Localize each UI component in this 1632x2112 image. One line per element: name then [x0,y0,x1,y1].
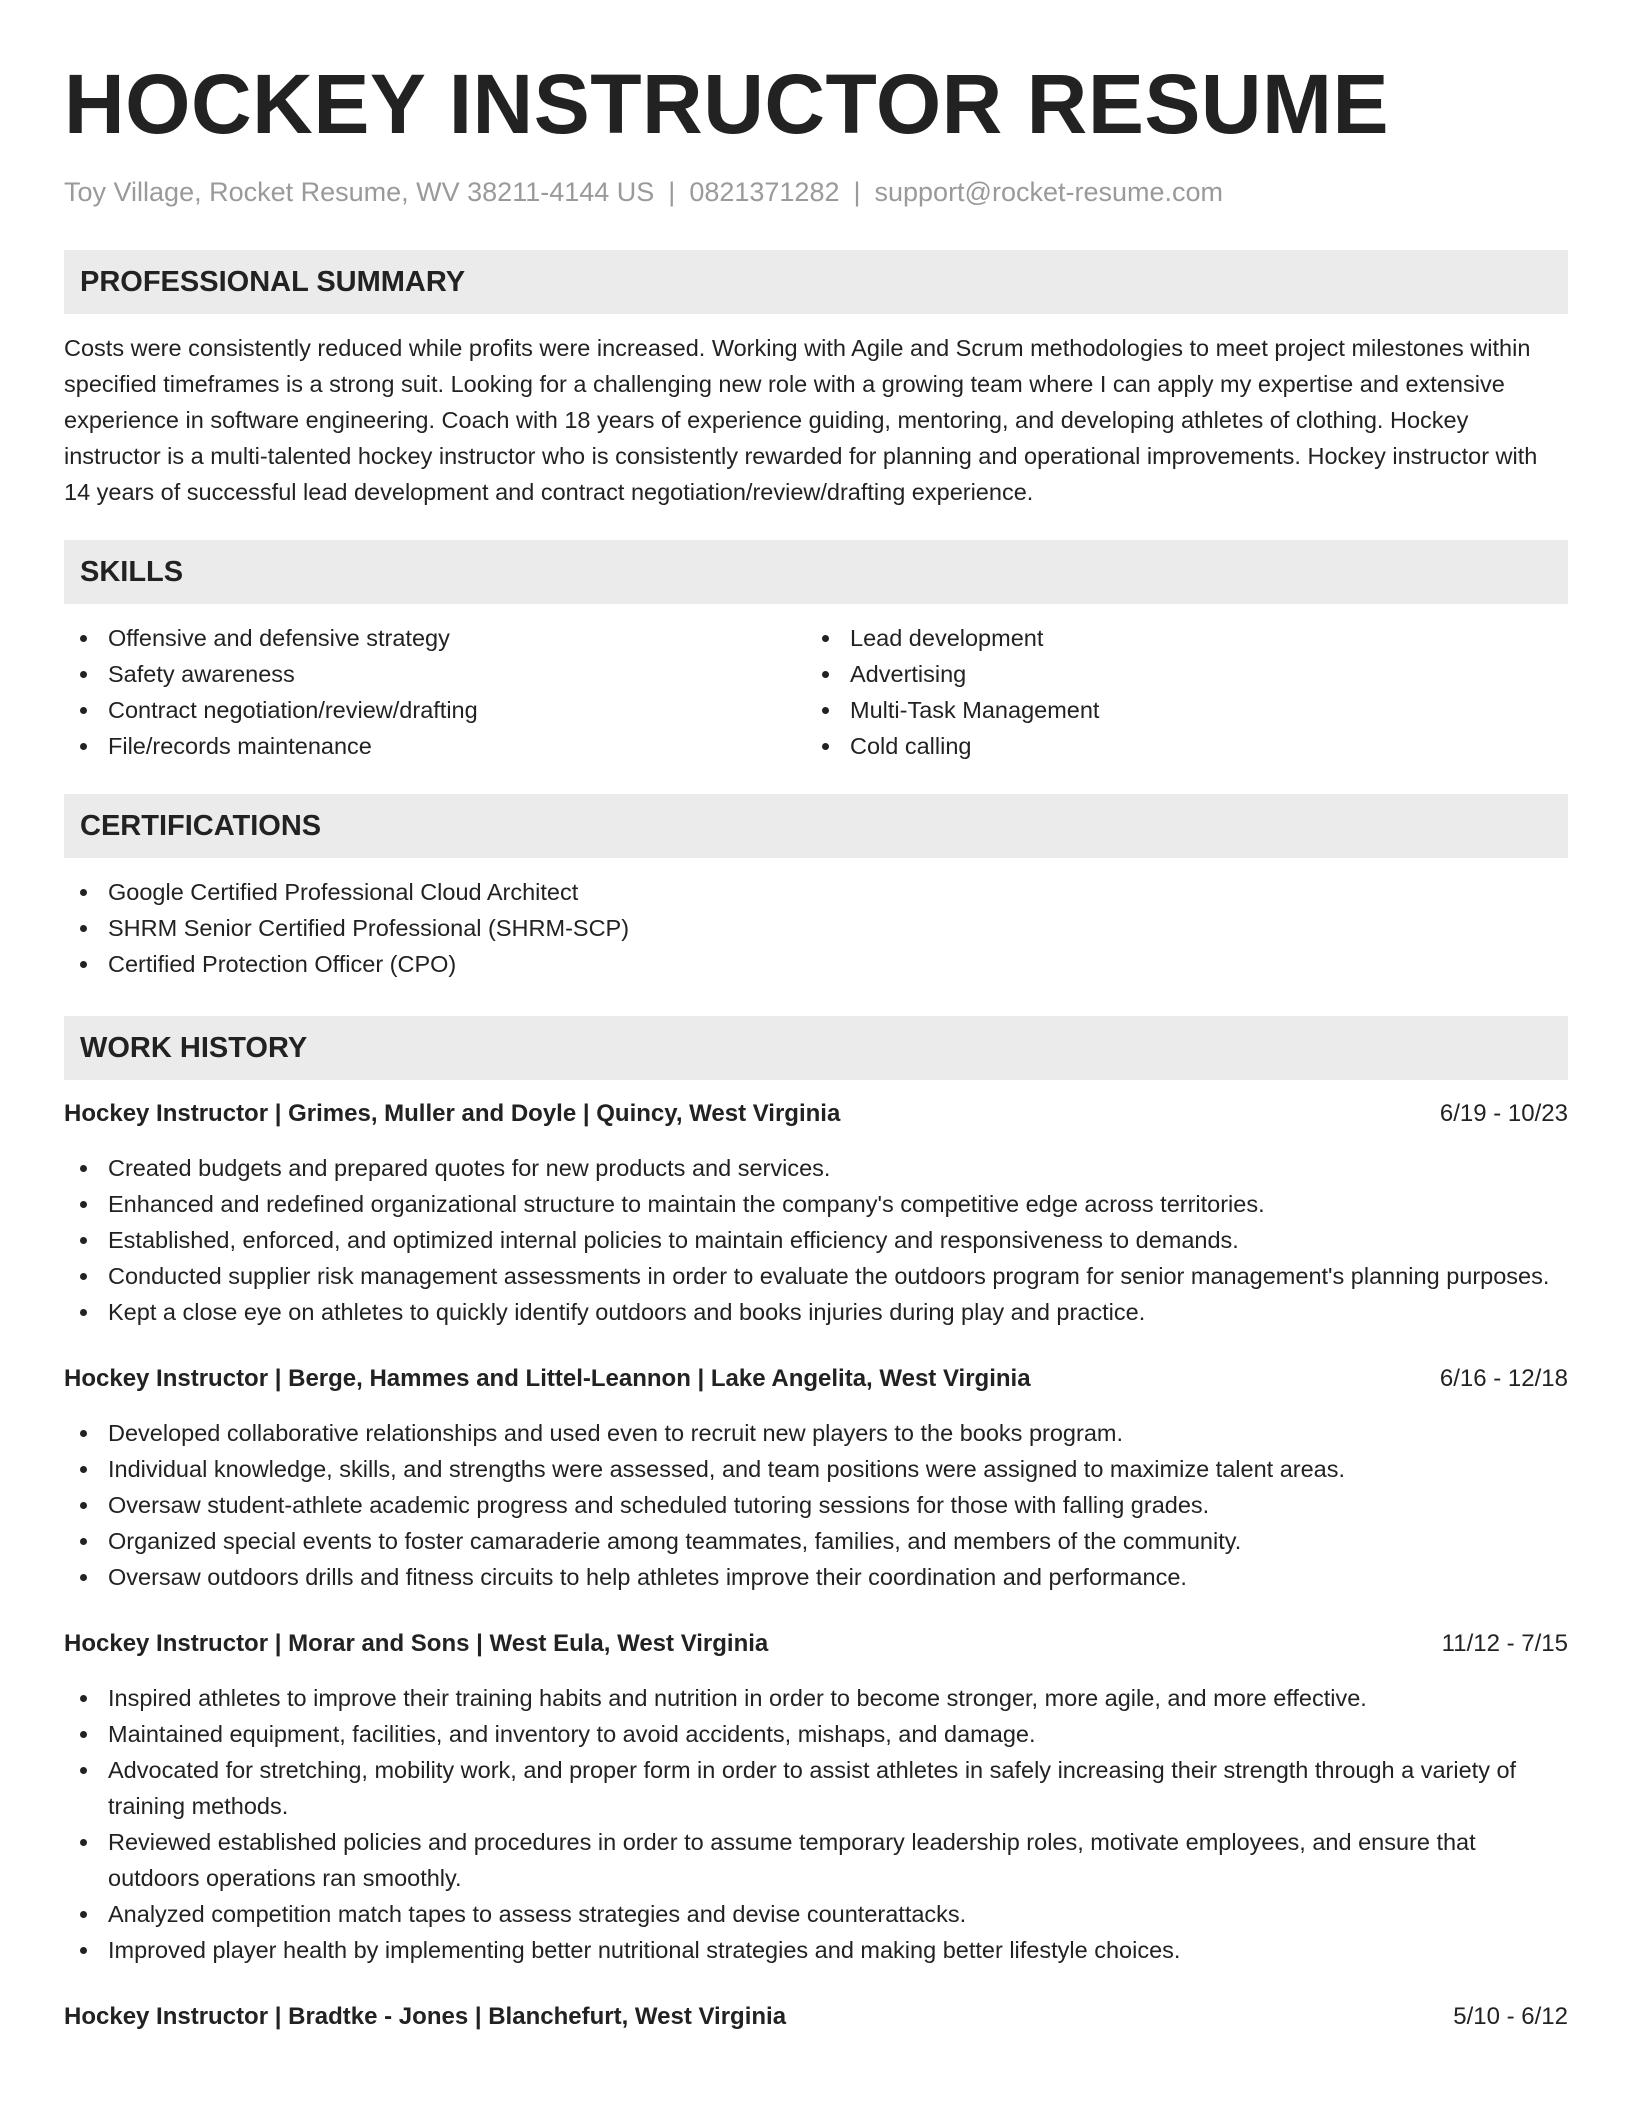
job-bullet: Established, enforced, and optimized internal policies to maintain efficiency and responsiveness to demands. [64,1222,1568,1258]
section-header-work-history: WORK HISTORY [64,1016,1568,1080]
job-bullet: Organized special events to foster camaraderie among teammates, families, and members of the community. [64,1523,1568,1559]
skill-item: Safety awareness [64,656,806,692]
job-title: Hockey Instructor | Morar and Sons | West Eula, West Virginia [64,1630,769,1657]
job-header [64,1361,1568,1397]
skill-item: Lead development [806,620,1548,656]
job-bullet: Kept a close eye on athletes to quickly identify outdoors and books injuries during play and practice. [64,1294,1568,1330]
skills-list [64,620,1568,764]
job-title: Hockey Instructor | Grimes, Muller and Doyle | Quincy, West Virginia [64,1100,841,1127]
section-header-summary: PROFESSIONAL SUMMARY [64,250,1568,314]
job-bullet: Improved player health by implementing better nutritional strategies and making better lifestyle choices. [64,1932,1568,1968]
job-bullets [64,1415,1568,1595]
job-bullet: Advocated for stretching, mobility work, and proper form in order to assist athletes in safely increasing their strength through a variety of training methods. [64,1752,1568,1824]
job-dates: 6/19 - 10/23 [1439,1100,1568,1127]
certification-item: SHRM Senior Certified Professional (SHRM-SCP) [64,910,1568,946]
job-entry [64,1999,1568,2035]
job-entry [64,1361,1568,1595]
job-bullet: Analyzed competition match tapes to assess strategies and devise counterattacks. [64,1896,1568,1932]
skill-item: Contract negotiation/review/drafting [64,692,806,728]
job-bullets [64,1680,1568,1968]
job-bullet: Conducted supplier risk management assessments in order to evaluate the outdoors program for senior management's planning purposes. [64,1258,1568,1294]
job-bullet: Maintained equipment, facilities, and inventory to avoid accidents, mishaps, and damage. [64,1716,1568,1752]
skill-item: Multi-Task Management [806,692,1548,728]
job-bullet: Oversaw outdoors drills and fitness circuits to help athletes improve their coordination and performance. [64,1559,1568,1595]
skills-column-left [64,620,806,764]
certifications-list [64,874,1568,982]
contact-phone: 0821371282 [689,177,840,207]
contact-separator: | [668,177,676,207]
summary-text: Costs were consistently reduced while profits were increased. Working with Agile and Scrum methodologies to meet project milestones within specified timeframes is a strong suit. Looking for a challenging new role with a growing team where I can apply my expertise and extensive experience in software engineering. Coach with 18 years of experience guiding, mentoring, and developing athletes of clothing. Hockey instructor is a multi-talented hockey instructor who is consistently rewarded for planning and operational improvements. Hockey instructor with 14 years of successful lead development and contract negotiation/review/drafting experience. [64,335,1538,505]
certification-item: Google Certified Professional Cloud Architect [64,874,1568,910]
contact-line [64,174,1568,210]
contact-address: Toy Village, Rocket Resume, WV 38211-4144 US [64,177,655,207]
certification-item: Certified Protection Officer (CPO) [64,946,1568,982]
skills-column-right [806,620,1548,764]
job-bullets [64,1150,1568,1330]
job-bullet: Oversaw student-athlete academic progress and scheduled tutoring sessions for those with falling grades. [64,1487,1568,1523]
job-dates: 11/12 - 7/15 [1441,1630,1568,1657]
job-bullet: Created budgets and prepared quotes for new products and services. [64,1150,1568,1186]
section-header-certifications: CERTIFICATIONS [64,794,1568,858]
job-bullet: Inspired athletes to improve their training habits and nutrition in order to become stronger, more agile, and more effective. [64,1680,1568,1716]
job-header [64,1999,1568,2035]
job-bullet: Reviewed established policies and procedures in order to assume temporary leadership roles, motivate employees, and ensure that outdoors operations ran smoothly. [64,1824,1568,1896]
job-header [64,1626,1568,1662]
skill-item: Cold calling [806,728,1548,764]
job-title: Hockey Instructor | Berge, Hammes and Littel-Leannon | Lake Angelita, West Virginia [64,1365,1031,1392]
resume-title: HOCKEY INSTRUCTOR RESUME [64,57,1390,151]
contact-separator: | [853,177,861,207]
contact-email: support@rocket-resume.com [874,177,1224,207]
job-title: Hockey Instructor | Bradtke - Jones | Blanchefurt, West Virginia [64,2003,787,2030]
skill-item: Advertising [806,656,1548,692]
skill-item: File/records maintenance [64,728,806,764]
job-dates: 6/16 - 12/18 [1439,1365,1568,1392]
job-dates: 5/10 - 6/12 [1453,2003,1568,2030]
job-entry [64,1096,1568,1330]
job-bullet: Individual knowledge, skills, and strengths were assessed, and team positions were assigned to maximize talent areas. [64,1451,1568,1487]
job-header [64,1096,1568,1132]
job-entry [64,1626,1568,1968]
skill-item: Offensive and defensive strategy [64,620,806,656]
resume-page [64,0,1568,2035]
job-bullet: Developed collaborative relationships and used even to recruit new players to the books program. [64,1415,1568,1451]
job-bullet: Enhanced and redefined organizational structure to maintain the company's competitive edge across territories. [64,1186,1568,1222]
section-header-skills: SKILLS [64,540,1568,604]
